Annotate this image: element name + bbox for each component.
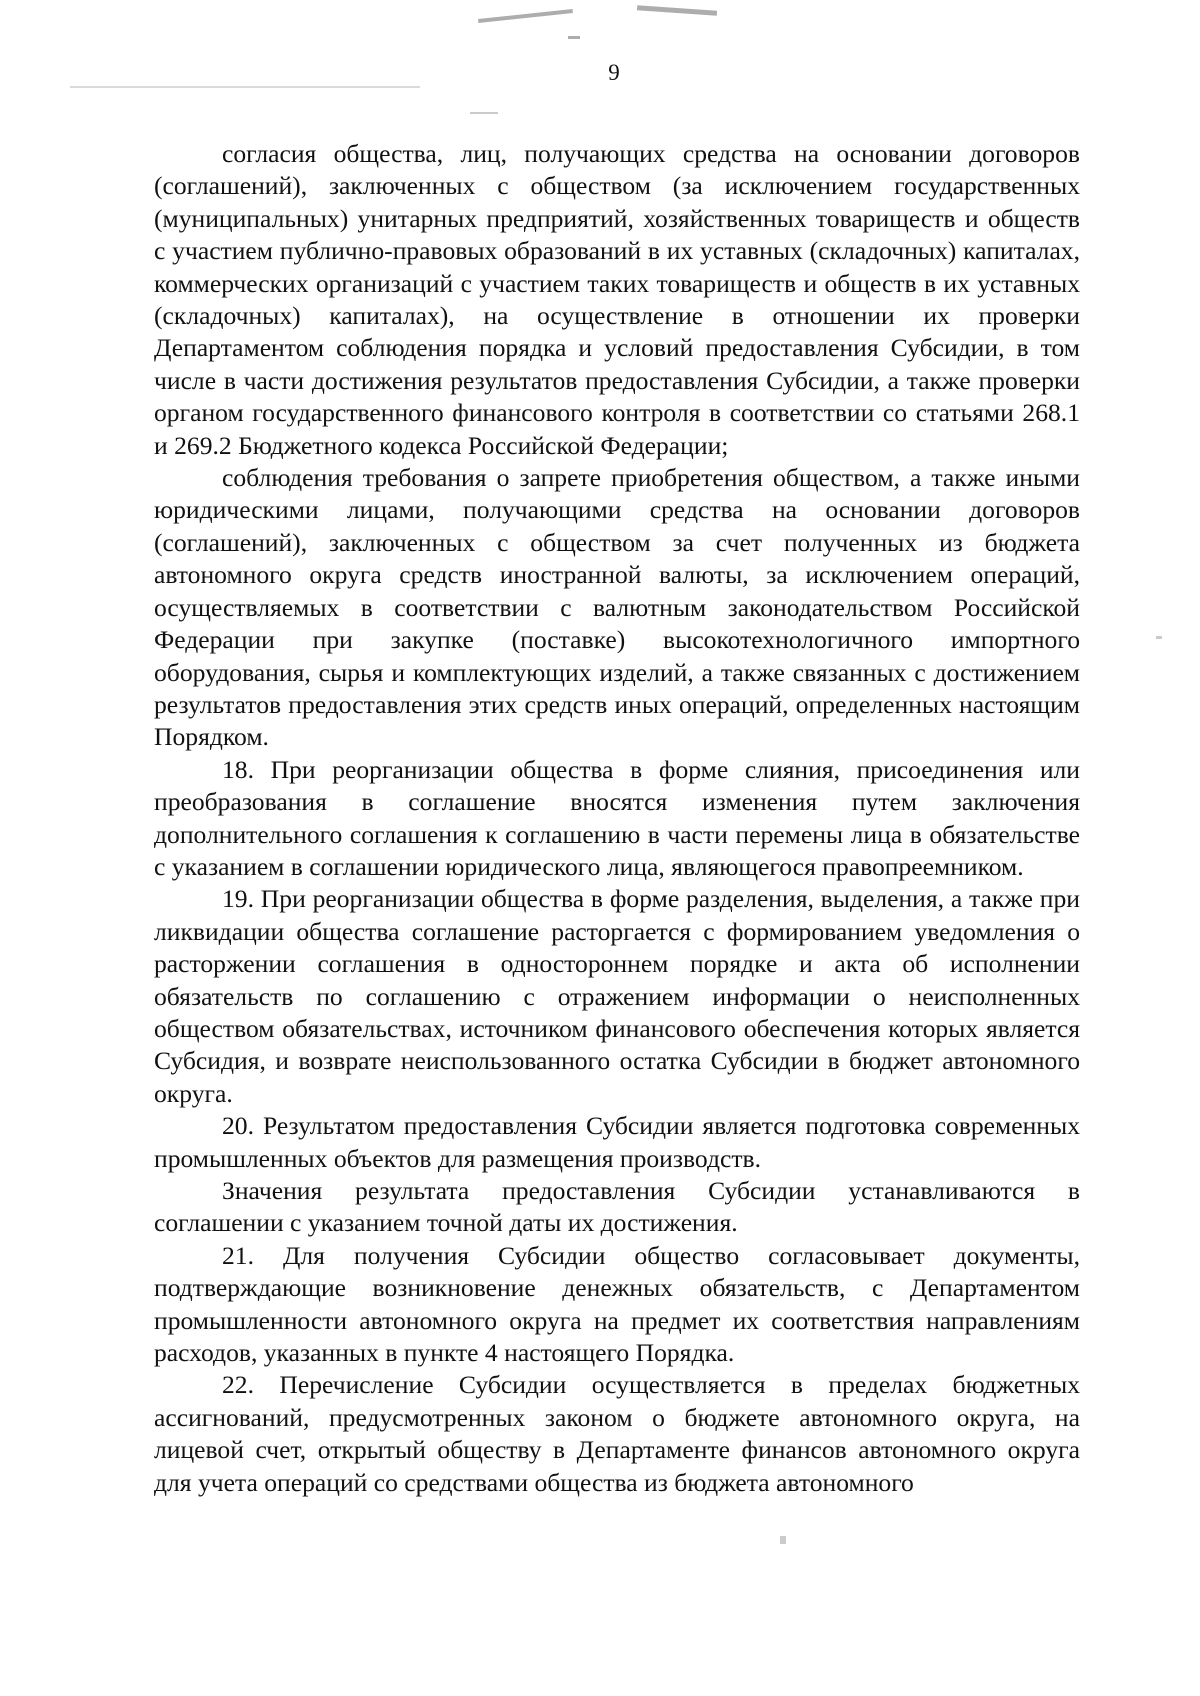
scan-artifact-top-right (637, 5, 717, 16)
scan-artifact-top-small (568, 36, 580, 39)
scan-artifact-top-left (478, 9, 573, 23)
paragraph-20-values: Значения результата предоставления Субсидии устанавливаются в соглашении с указанием точной даты их достижения. (154, 1176, 1080, 1238)
paragraph-1: согласия общества, лиц, получающих средства на основании договоров (соглашений), заключенных с обществом (за исключением государственных (муниципальных) унитарных предприятий, хозяйственных товариществ и обществ с участием публично-правовых образований в их уставных (складочных) капиталах, коммерческих организаций с участием таких товариществ и обществ в их уставных (складочных) капиталах), на осуществление в отношении их проверки Департаментом соблюдения порядка и условий предоставления Субсидии, в том числе в части достижения результатов предоставления Субсидии, а также проверки органом государственного финансового контроля в соответствии со статьями 268.1 и 269.2 Бюджетного кодекса Российской Федерации; (154, 139, 1080, 460)
scan-artifact-bottom (780, 1536, 786, 1544)
scan-artifact-left-line (70, 86, 420, 88)
scan-artifact-below-number (470, 112, 498, 114)
paragraph-21: 21. Для получения Субсидии общество согласовывает документы, подтверждающие возникновение денежных обязательств, с Департаментом промышленности автономного округа на предмет их соответствия направлениям расходов, указанных в пункте 4 настоящего Порядка. (154, 1240, 1080, 1368)
paragraph-19: 19. При реорганизации общества в форме разделения, выделения, а также при ликвидации общества соглашение расторгается с формированием уведомления о расторжении соглашения в одностороннем порядке и акта об исполнении обязательств по соглашению с отражением информации о неисполненных обществом обязательствах, источником финансового обеспечения которых является Субсидия, и возврате неиспользованного остатка Субсидии в бюджет автономного округа. (154, 884, 1080, 1108)
document-body (154, 138, 1080, 1499)
page-number: 9 (608, 60, 620, 85)
paragraph-20: 20. Результатом предоставления Субсидии является подготовка современных промышленных объектов для размещения производств. (154, 1111, 1080, 1173)
scan-artifact-right-margin (1156, 636, 1162, 639)
paragraph-22: 22. Перечисление Субсидии осуществляется в пределах бюджетных ассигнований, предусмотренных законом о бюджете автономного округа, на лицевой счет, открытый обществу в Департаменте финансов автономного округа для учета операций со средствами общества из бюджета автономного (154, 1370, 1080, 1497)
paragraph-2: соблюдения требования о запрете приобретения обществом, а также иными юридическими лицами, получающими средства на основании договоров (соглашений), заключенных с обществом за счет полученных из бюджета автономного округа средств иностранной валюты, за исключением операций, осуществляемых в соответствии с валютным законодательством Российской Федерации при закупке (поставке) высокотехнологичного импортного оборудования, сырья и комплектующих изделий, а также связанных с достижением результатов предоставления этих средств иных операций, определенных настоящим Порядком. (154, 463, 1080, 752)
paragraph-18: 18. При реорганизации общества в форме слияния, присоединения или преобразования в соглашение вносятся изменения путем заключения дополнительного соглашения к соглашению в части перемены лица в обязательстве с указанием в соглашении юридического лица, являющегося правопреемником. (154, 754, 1080, 881)
